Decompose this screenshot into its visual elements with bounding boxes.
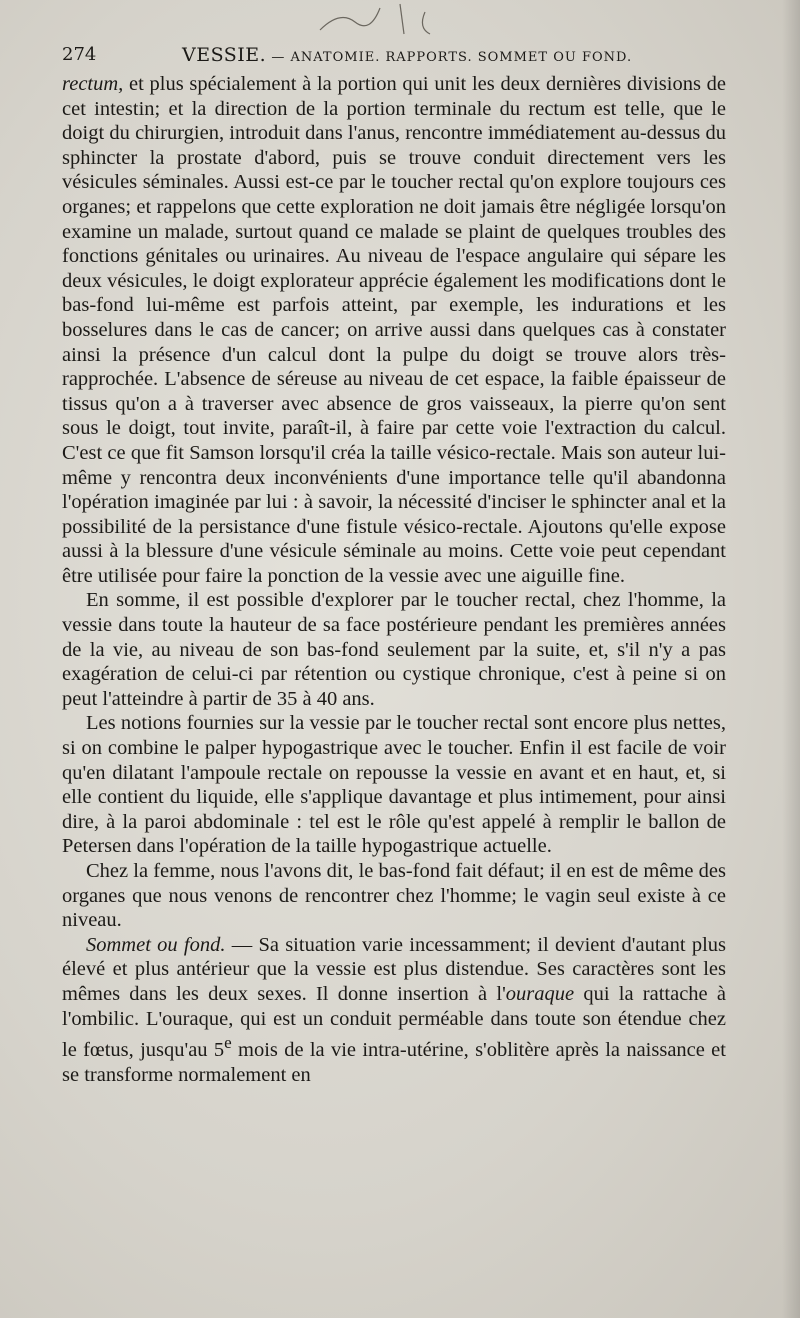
paragraph-2-text: En somme, il est possible d'explorer par le toucher rectal, chez l'homme, la vessie dans toute la hauteur de sa face postérieure pendant les premières années de la vie, au niveau de son bas-fond seulement par la suite, et, s'il n'y a pas exagération de celui-ci par rétention ou cystique chronique, c'est à peine si on peut l'atteindre à partir de 35 à 40 ans. [62,589,726,710]
paragraph-3-text: Les notions fournies sur la vessie par le toucher rectal sont encore plus nettes, si on combine le palper hypogastrique avec le toucher. Enfin il est facile de voir qu'en dilatant l'ampoule rectale on repousse la vessie en avant et en haut, et, si elle contient du liquide, elle s'applique davantage et plus intimement, pour ainsi dire, à la paroi abdominale : tel est le rôle qu'est appelé à remplir le ballon de Petersen dans l'opération de la taille hypogastrique actuelle. [62,712,726,858]
paragraph-3 [62,711,726,859]
paragraph-1 [62,72,726,588]
running-title [182,42,632,71]
paragraph-2 [62,588,726,711]
body-text [62,72,726,1087]
running-header [62,42,742,68]
paragraph-5 [62,933,726,1087]
paragraph-5-superscript: e [224,1033,232,1053]
running-title-sub: — ANATOMIE. RAPPORTS. SOMMET OU FOND. [266,50,633,65]
paragraph-5-inline-italic: ouraque [505,982,575,1005]
paragraph-5-text-end: mois de la vie intra-utérine, s'oblitère après la naissance et se transforme normalement en [62,1038,726,1086]
paragraph-5-text-after: qui la rattache à l'ombilic. L'ouraque, qui est un conduit perméable dans toute son étendue chez le fœtus, jusqu'au 5 [62,982,726,1061]
paragraph-4-text: Chez la femme, nous l'avons dit, le bas-fond fait défaut; il en est de même des organes que nous venons de rencontrer chez l'homme; le vagin seul existe à ce niveau. [62,860,726,932]
pencil-scribble-decoration [300,0,460,42]
paragraph-5-text: — Sa situation varie incessamment; il devient d'autant plus élevé et plus antérieur que la vessie est plus distendue. Ses caractères sont les mêmes dans les deux sexes. Il donne insertion à l' [62,933,726,1005]
paragraph-1-text: et plus spécialement à la portion qui unit les deux dernières divisions de cet intestin; et la direction de la portion terminale du rectum est telle, que le doigt du chirurgien, introduit dans l'anus, rencontre immédiatement au-dessus du sphincter la prostate d'abord, puis se trouve conduit directement vers les vésicules séminales. Aussi est-ce par le toucher rectal qu'on explore toujours ces organes; et rappelons que cette exploration ne doit jamais être négligée lorsqu'on examine un malade, surtout quand ce malade se plaint de quelques troubles des fonctions génitales ou urinaires. Au niveau de l'espace angulaire qui sépare les deux vésicules, le doigt explorateur apprécie également les modifications dont le bas-fond lui-même est parfois atteint, par exemple, les indurations et les bosselures dans le cas de cancer; on arrive aussi dans quelques cas à constater ainsi la présence d'un calcul dont la pulpe du doigt se trouve alors très-rapprochée. L'absence de séreuse au niveau de cet espace, la faible épaisseur de tissus qu'on a à traverser avec absence de gros vaisseaux, la pierre qu'on sent sous le doigt, tout invite, paraît-il, à faire par cette voie l'extraction du calcul. C'est ce que fit Samson lorsqu'il créa la taille vésico-rectale. Mais son auteur lui-même y rencontra deux inconvénients d'une importance telle qu'il abandonna l'opération imaginée par lui : à savoir, la nécessité d'inciser le sphincter anal et la possibilité de la persistance d'une fistule vésico-rectale. Ajoutons qu'elle expose aussi à la blessure d'une vésicule séminale au moins. Cette voie peut cependant être utilisée pour faire la ponction de la vessie avec une aiguille fine. [62,73,726,587]
paragraph-1-lead: rectum, [62,73,124,95]
paragraph-5-lead: Sommet ou fond. [86,933,226,956]
page-number: 274 [62,44,97,65]
running-title-main: VESSIE. [182,44,267,66]
paragraph-4 [62,859,726,933]
